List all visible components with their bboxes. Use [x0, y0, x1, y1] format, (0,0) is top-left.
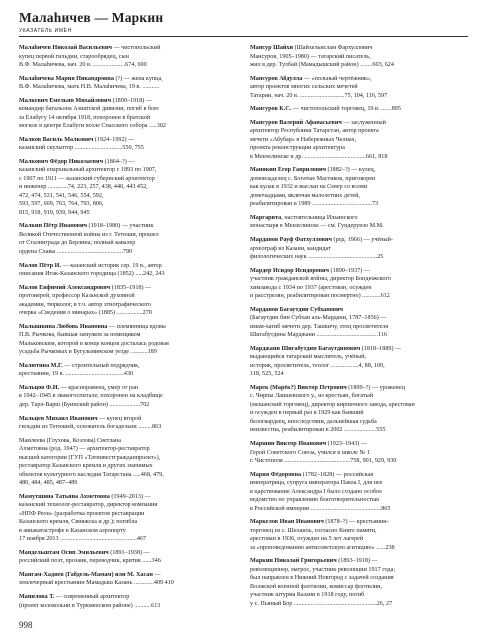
index-entry-name: Мангам-Хадиев (Габдель-Мамам) или М. Хасан: [19, 571, 153, 578]
index-entry: [250, 166, 466, 209]
index-entry-name: Малов Евфимий Александрович: [19, 284, 111, 291]
index-entry-line: Татарии, нач. 20 в. .............................75, 104, 116, 597: [250, 92, 388, 99]
index-entry-line: Мамутшина Татьяна Ахметовна (1949–2013) —: [19, 493, 151, 500]
index-entry-line: Мальцов Ф.И. — краснорамеец, умер от ран: [19, 384, 139, 391]
index-entry-line: усадьба Рычковых в Бугульминском уезде ...........189: [19, 349, 157, 356]
index-entry-line: Ахметовна (род. 1947) — архитектор-реставратор: [19, 446, 150, 453]
index-entry-line: Малкович Фёдор Николаевич (1864–?) —: [19, 158, 135, 165]
index-entry: [19, 493, 235, 544]
index-entry-line: за Елабугу 14 октября 1918, похоронен в братской: [19, 114, 151, 121]
index-entry-line: арестован в 1936, осужден на 5 лет лагерей: [250, 536, 364, 543]
index-entry: [250, 518, 466, 552]
index-entry-line: Мансуров Абдулла — «польный чертёжник»,: [250, 75, 372, 82]
index-entry: [250, 119, 466, 162]
index-entry-line: домочадцами, включая малолетних детей,: [250, 192, 360, 199]
index-entry-line: ордена Славы ...........................................790: [19, 248, 133, 255]
index-entry-name: Малкин Пётр Иванович: [19, 223, 87, 230]
index-entry: [19, 384, 235, 410]
index-entry: [19, 362, 235, 379]
index-entry-line: Мансуров, 1905–1980) — татарский писатель,: [250, 53, 371, 60]
index-entry-line: революционер, матрос, участник революции 1917 года;: [250, 566, 396, 573]
index-entry-line: с. Чирпы Лаишевского у., из крестьян, богатый: [250, 393, 374, 400]
index-entry-line: и осужден в первый раз в 1929 как бывший: [250, 410, 364, 417]
index-entry-line: В.Ф. Малаһичева, нач. 20 в. .....................674, 690: [19, 62, 147, 68]
index-entry-line: Маргарита, настоятельница Ильинского: [250, 214, 358, 221]
index-entry-line: протоиерей, профессор Казанской духовной: [19, 293, 135, 300]
index-entry-line: в авиакатастрофе в Казанском аэропорту: [19, 527, 126, 534]
index-entry-line: белогвардеец, впоследствии, дальнейшая судьба: [250, 418, 377, 425]
index-entry: [19, 97, 235, 131]
index-entry-line: монастыря в Мензелинске — см. Гундерунзо М.М.: [250, 223, 384, 230]
index-entry-name: Малаһичев Николай Васильевич: [19, 45, 112, 51]
index-entry-line: Манякин Егор Гаврилович (1882–?) — кулец,: [250, 167, 376, 174]
index-entry-line: дер. Тарл-Варш (Буинский район) ....................702: [19, 401, 150, 408]
right-column: [250, 44, 466, 613]
index-entry-line: проекта реконструкции архитектура: [250, 145, 345, 152]
index-entry: [19, 437, 235, 488]
index-entry-line: «НПФ Реон» (разработка проектов реставрации: [19, 510, 145, 517]
index-entry-line: автор проектов многих сельских мечетей: [250, 84, 358, 91]
index-entry-name: Мансуров Валерий Афанасьевич: [250, 119, 342, 126]
index-entry-line: в Мензелинске и др. ........................................661, 818: [250, 153, 388, 160]
index-entry-line: филологических наук .............................................25: [250, 254, 384, 261]
index-entry-line: Шигабутдина Марджани ........................................116: [250, 332, 388, 339]
index-entry-line: Мальцев Михаил Иванович — купец второй: [19, 415, 142, 422]
index-entry-line: в царствование Александра I было создано особое: [250, 488, 382, 495]
index-entry-name: Мария Фёдоровна: [250, 471, 302, 478]
index-entry-line: Мансуров Валерий Афанасьевич — заслуженный: [250, 119, 386, 126]
index-entry-line: Малкин Пётр Иванович (1918–1980) — участник: [19, 223, 154, 230]
index-entry-name: Мамутшина Татьяна Ахметовна: [19, 493, 110, 500]
index-entry-line: был направлен в Нижний Новгород с задачей создания: [250, 575, 394, 582]
index-entry-name: Маршин Виктор Иванович: [250, 441, 327, 448]
index-entry-name: Манякин Егор Гаврилович: [250, 167, 327, 174]
index-entry-line: как кулак в 1932 и выслан на Север со всеми: [250, 184, 368, 191]
index-entry-line: (Багаутдин бин Субхан аль-Мардани, 1787–1856) —: [250, 315, 387, 322]
index-entry-line: ведомство по управлению благотворительностью: [250, 497, 380, 504]
index-entry-line: 815, 918, 919, 939, 944, 945: [19, 209, 90, 216]
index-entry-name: Марек (Марёк?) Виктор Петрович: [250, 384, 347, 391]
index-entry-name: Мансур Шайхи: [250, 45, 294, 51]
index-entry-line: Мандельштам Осип Эмильевич (1891–1938) —: [19, 549, 150, 556]
index-entry-line: Малкевич Емельян Михайлович (1890–1918) —: [19, 97, 152, 104]
index-entry-line: в 1942–1945 в эвакогоспитале; похоронен на кладбище: [19, 393, 163, 400]
header-title: Малаһичев — Маркин: [19, 10, 164, 25]
index-entry-name: Мандельштам Осип Эмильевич: [19, 549, 109, 556]
index-entry-name: Малов Пётр И.: [19, 262, 61, 269]
index-entry-name: Маргарита: [250, 214, 282, 221]
index-entry-line: Малков Василь Малкович (1924–1992) —: [19, 136, 135, 143]
index-entry-name: Манилова Т.: [19, 594, 55, 600]
index-entry-line: выдающийся татарский мыслитель, учёный,: [250, 354, 367, 361]
index-entry-line: Марданов Рауф Фатхуллович (род. 1966) — учёный-: [250, 237, 393, 244]
index-entry-name: Малаһичева Мария Никандровна: [19, 75, 114, 82]
index-entry: [250, 44, 466, 70]
index-entry-name: Мансуров К.С.: [250, 106, 292, 113]
index-entry-name: Мансуров Абдулла: [250, 75, 303, 82]
index-entry-line: Марджани Шигабутдин Багаутдинович (1818–1889) —: [250, 345, 402, 352]
index-entry-line: описания Итак-Казанского городища (1852) .....242, 243: [19, 271, 165, 278]
index-entry-line: казанский скульптор ...............................550, 755: [19, 145, 144, 152]
index-entry-line: Мальковским, которой в конце концов досталась родовая: [19, 340, 169, 347]
index-entry-line: казанский епархиальный архитектор с 1893 по 1907,: [19, 167, 157, 174]
index-entry: [19, 571, 235, 588]
index-entry-line: за «проповедованию антисоветскую агитацию» ......238: [250, 544, 395, 551]
index-entry-line: у с. Пьяный Бор ......................................................26, 27: [250, 600, 393, 607]
index-entry-line: торговец из с. Шелаиль, согласно Книге памяти,: [250, 527, 377, 534]
index-entry-line: в Российской империи ..............................................865: [250, 505, 391, 512]
index-entry-line: могиле в центре Елабуги возле Спасского собора .....302: [19, 123, 166, 130]
index-entry: [19, 323, 235, 357]
header-subtitle: УКАЗАТЕЛЬ ИМЁН: [19, 28, 72, 34]
index-entry-line: Мардер Исидор Исидорович (1890–1937) —: [250, 267, 370, 274]
index-entry-line: купец первой гильдии, старообрядец, сын: [19, 53, 129, 60]
index-entry-name: Марданов Багаутдин Субханович: [250, 306, 344, 313]
index-entry: [19, 593, 235, 610]
index-entry-name: Марджани Шигабутдин Багаутдинович: [250, 345, 361, 352]
index-entry-line: археограф из Казани, кандидат: [250, 245, 331, 252]
index-entry-line: очерка «Сведения о минарах» (1885) .................270: [19, 310, 152, 317]
index-entry-line: крестьянин, 19 в. ......................................430: [19, 371, 134, 378]
index-entry-line: Мария Фёдоровна (1782–1828) — российская: [250, 471, 374, 478]
index-entry-name: Маркин Николай Григорьевич: [250, 558, 337, 565]
index-entry-line: командир батальона Азиатской дивизии, погиб в бою: [19, 106, 159, 113]
left-column: [19, 44, 235, 615]
index-entry: [250, 440, 466, 466]
index-entry-line: гильдии из Тетюшей, основатель богадельни .........863: [19, 424, 162, 431]
index-entry-name: Малышкина Любовь Ивановна: [19, 323, 108, 330]
index-entry: [19, 284, 235, 318]
index-entry: [250, 75, 466, 101]
index-entry-line: реставратор Казанского кремля и других значимых: [19, 463, 153, 470]
index-entry-line: Мангам-Хадиев (Габдель-Мамам) или М. Хасан —: [19, 571, 161, 578]
index-entry: [250, 214, 466, 231]
index-entry-line: Малышкина Любовь Ивановна — племянница вдовы: [19, 323, 166, 330]
index-entry-name: Марданов Рауф Фатхуллович: [250, 237, 332, 244]
index-entry-line: П.В. Рычкова, бывшая замужем за помещиком: [19, 332, 141, 339]
index-entry-line: Марек (Марёк?) Виктор Петрович (1899–?) — уроженец: [250, 384, 405, 391]
index-entry-line: и расстрелян, реабилитирован посмертно) ............612: [250, 293, 390, 300]
index-entry-line: Маршин Виктор Иванович (1923–1943) —: [250, 441, 368, 448]
index-entry: [250, 236, 466, 262]
page-number: 998: [19, 620, 33, 630]
index-entry-line: Малаһичева Мария Никандровна (?) — жена купца,: [19, 75, 163, 82]
index-entry-line: Великой Отечественной войны из г. Тетюши, прошел: [19, 231, 159, 238]
index-entry-name: Мальцев Михаил Иванович: [19, 415, 98, 422]
index-entry-line: жил в дер. Тулбай (Мамадышский район) ........603, 624: [250, 62, 394, 68]
index-entry-line: участник гражданской войны, директор Бондюжского: [250, 276, 391, 283]
index-entry-line: домовладелец с. Богатые Мастиков, приговорен: [250, 175, 376, 182]
index-entry-line: мечети «Абубар» в Набережных Челнах,: [250, 136, 357, 143]
index-entry-line: Герой Советского Союза, учился в школе № 1: [250, 449, 370, 456]
index-entry-line: землечерный крестьянин Мамадыш Казань .............409 410: [19, 580, 174, 587]
index-entry-line: Волжской военной флотилии, комиссар флотилии,: [250, 583, 382, 590]
index-entry: [250, 105, 466, 114]
index-entry-name: Малютина М.Г.: [19, 362, 63, 369]
index-entry-line: высшей категории (ГУП «Татинвестгражданпроект»),: [19, 454, 161, 461]
index-entry-line: 593, 597, 609, 763, 764, 793, 806,: [19, 201, 104, 208]
index-entry-name: Маркелов Иван Иванович: [250, 519, 324, 526]
index-entry-name: Малков Василь Малкович: [19, 136, 94, 143]
index-entry-line: г. Чистополя ...........................................758, 901, 929, 930: [250, 458, 397, 465]
index-entry: [19, 549, 235, 566]
index-entry-line: академии, тюрколог, в т.ч. автор этнографического: [19, 301, 151, 308]
index-entry: [19, 158, 235, 218]
index-entry: [19, 222, 235, 256]
index-entry: [19, 44, 235, 70]
index-entry: [250, 384, 466, 435]
index-entry-line: объектов культурного наследия Татарстана .....468, 479,: [19, 471, 164, 478]
header-rule: [19, 36, 468, 37]
index-entry-line: 17 ноября 2013 ..................................................467: [19, 536, 147, 543]
index-entry-line: Малаһичев Николай Васильевич — чистопольский: [19, 45, 161, 51]
index-entry-line: 480, 484, 485, 487–489: [19, 480, 78, 487]
index-entry-line: имам-хатиб мечети дер. Ташкичу, отец просветителя: [250, 323, 389, 330]
index-entry: [19, 136, 235, 153]
index-entry-line: казанский технолог-реставратор, директор компании: [19, 502, 158, 509]
index-entry-line: и инженер .............74, 223, 257, 438, 440, 443 452,: [19, 184, 148, 191]
index-entry: [19, 415, 235, 432]
index-entry-line: Манилова Т. — современный архитектор: [19, 594, 130, 600]
index-entry-name: Мардер Исидор Исидорович: [250, 267, 330, 274]
index-entry: [250, 471, 466, 514]
index-entry-line: [250, 306, 466, 315]
index-entry-line: архитектор Республики Татарстан, автор проекта: [250, 128, 379, 135]
index-entry-line: Маркелов Иван Иванович (1878–?) — крестьянин-: [250, 519, 389, 526]
index-entry-line: Малов Пётр И. — казанский историк сер. 19 в., автор: [19, 262, 162, 269]
index-entry-line: Малов Евфимий Александрович (1835–1918) —: [19, 284, 152, 291]
index-entry-name: Мальцов Ф.И.: [19, 384, 60, 391]
index-entry-line: Мансур Шайхи (Шайхельислам Фархуллович: [250, 45, 373, 51]
index-entry: [250, 345, 466, 379]
index-entry-line: В.Ф. Малаһичева, мать Н.В. Малаһичева, 19 в. ...........: [19, 84, 160, 91]
index-entry-line: 472, 474, 531, 541, 546, 554, 592,: [19, 192, 104, 199]
index-entry-line: Малютина М.Г. — строительный подрядчик,: [19, 362, 140, 369]
index-entry-line: от Сталинграда до Берлина; полный кавалер: [19, 240, 136, 247]
index-entry-line: реабилитирован в 1989 .......................................73: [250, 201, 379, 208]
index-entry-name: Малкович Фёдор Николаевич: [19, 158, 104, 165]
index-entry-line: (мешанский торговец), директор кирпичного завода, арестован: [250, 401, 415, 408]
index-entry-line: (проект колокольни в Туркменском районе) ...........613: [19, 602, 161, 609]
index-entry-line: Казанского кремля, Свияжска и др.); погибла: [19, 519, 138, 526]
index-entry: [250, 306, 466, 340]
index-entry: [250, 267, 466, 301]
index-entry-line: Мамлеева (Глухова, Козлова) Светлана: [19, 437, 122, 444]
index-entry-line: историк, просветитель, теолог ..................4, 88, 109,: [250, 362, 385, 369]
index-entry-line: Мансуров К.С. — чистопольский торговец, 19 в. .......895: [250, 106, 401, 113]
index-entry-line: Маркин Николай Григорьевич (1893–1918) —: [250, 558, 378, 565]
index-entry-line: участник штурма Казани в 1918 году, погиб: [250, 592, 365, 599]
index-entry-name: Малкевич Емельян Михайлович: [19, 97, 112, 104]
index-entry-line: императрица, супруга императора Павла I, для нее: [250, 480, 383, 487]
index-entry: [19, 75, 235, 92]
index-entry-line: с 1907 по 1911 — казанский губернский архитектор: [19, 175, 155, 182]
index-entry-line: 118, 525, 524: [250, 371, 284, 378]
index-entry: [250, 557, 466, 608]
index-entry-line: российский поэт, прозаик, переводчик, критик ......346: [19, 558, 161, 565]
index-entry-line: неизвестна, реабилитирован в 2002 .....................555: [250, 427, 386, 434]
index-entry-line: химзавода с 1934 по 1937 (арестован, осужден: [250, 284, 372, 291]
index-entry: [19, 262, 235, 279]
